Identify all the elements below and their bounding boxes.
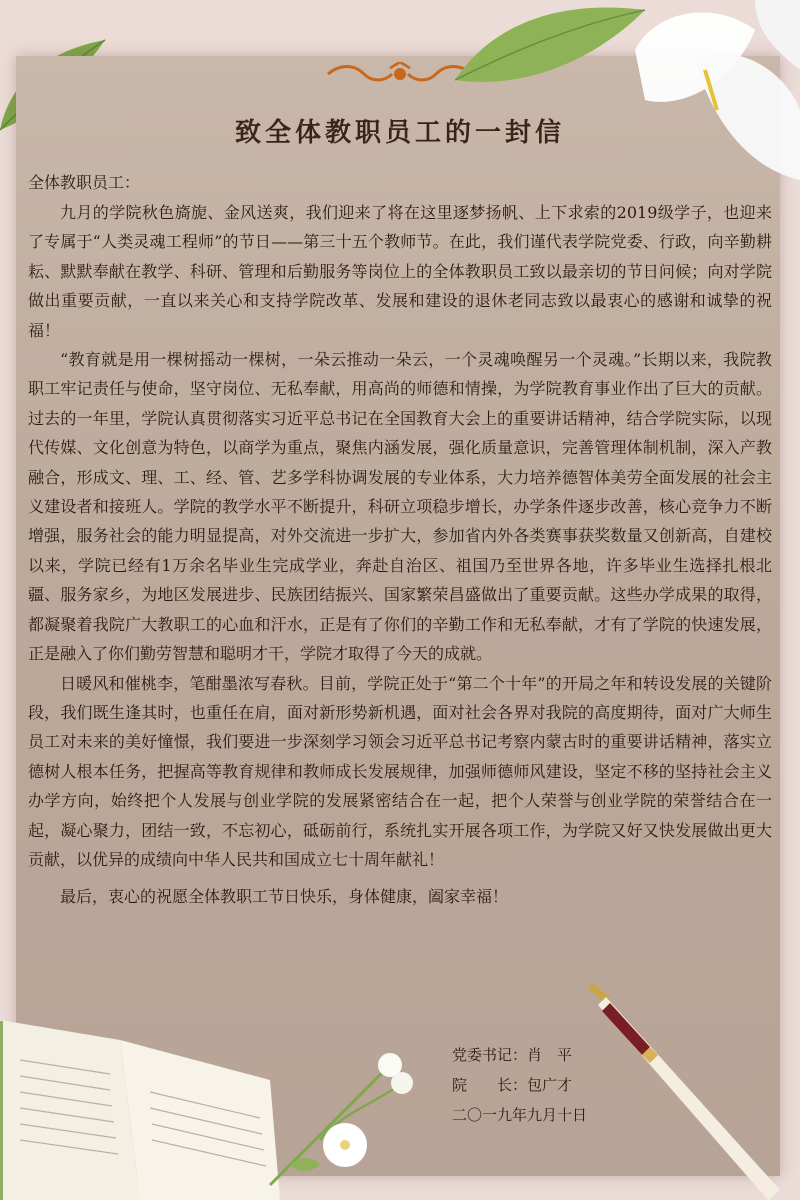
flower-decoration — [250, 1045, 430, 1195]
letter-title: 致全体教职员工的一封信 — [234, 118, 565, 148]
letter-paragraph: 日暖风和催桃李，笔酣墨浓写春秋。目前，学院正处于“第二个十年”的开局之年和转设发展的关键阶段，我们既生逢其时，也重任在肩，面对新形势新机遇，面对社会各界对我院的高度期待，面对广大师生员工对未来的美好憧憬，我们要进一步深刻学习领会习近平总书记考察内蒙古时的重要讲话精神，落实立德树人根本任务，把握高等教育规律和教师成长发展规律，加强师德师风建设，坚定不移的坚持社会主义办学方向，始终把个人发展与创业学院的发展紧密结合在一起，把个人荣誉与创业学院的荣誉结合在一起，凝心聚力，团结一致，不忘初心，砥砺前行，系统扎实开展各项工作，为学院又好又快发展做出更大贡献，以优异的成绩向中华人民共和国成立七十周年献礼！ — [28, 673, 772, 869]
letter-paragraph: “教育就是用一棵树摇动一棵树，一朵云推动一朵云，一个灵魂唤醒另一个灵魂。”长期以来，我院教职工牢记责任与使命，坚守岗位、无私奉献，用高尚的师德和情操，为学院教育事业作出了巨大的贡献。过去的一年里，学院认真贯彻落实习近平总书记在全国教育大会上的重要讲话精神，结合学院实际，以现代传媒、文化创意为特色，以商学为重点，聚焦内涵发展，强化质量意识，完善管理体制机制，深入产教融合，形成文、理、工、经、管、艺多学科协调发展的专业体系，大力培养德智体美劳全面发展的社会主义建设者和接班人。学院的教学水平不断提升，科研立项稳步增长，办学条件逐步改善，核心竞争力不断增强，服务社会的能力明显提高，对外交流进一步扩大，参加省内外各类赛事获奖数量又创新高，自建校以来，学院已经有1万余名毕业生完成学业，奔赴自治区、祖国乃至世界各地，许多毕业生选择扎根北疆、服务家乡，为地区发展进步、民族团结振兴、国家繁荣昌盛做出了重要贡献。这些办学成果的取得，都凝聚着我院广大教职工的心血和汗水，正是有了你们的辛勤工作和无私奉献，才有了学院的快速发展，正是融入了你们勤劳智慧和聪明才干，学院才取得了今天的成就。 — [28, 350, 772, 664]
letter-closing: 最后，衷心的祝愿全体教职工节日快乐，身体健康，阖家幸福！ — [60, 887, 509, 907]
signature-party-secretary: 党委书记：肖 平 — [452, 1046, 573, 1064]
signature-president: 院 长：包广才 — [452, 1076, 573, 1094]
book-decoration — [0, 1000, 290, 1200]
letter-body — [28, 170, 772, 912]
letter-paragraph: 九月的学院秋色旖旎、金风送爽，我们迎来了将在这里逐梦扬帆、上下求索的2019级学子，也迎来了专属于“人类灵魂工程师”的节日——第三十五个教师节。在此，我们谨代表学院党委、行政，向辛勤耕耘、默默奉献在教学、科研、管理和后勤服务等岗位上的全体教职员工致以最亲切的节日问候；向对学院做出重要贡献，一直以来关心和支持学院改革、发展和建设的退休老同志致以最衷心的感谢和诚挚的祝福！ — [28, 203, 772, 340]
pen-decoration — [580, 975, 800, 1200]
letter-greeting: 全体教职员工： — [28, 173, 141, 192]
signature-date: 二〇一九年九月十日 — [452, 1106, 588, 1124]
